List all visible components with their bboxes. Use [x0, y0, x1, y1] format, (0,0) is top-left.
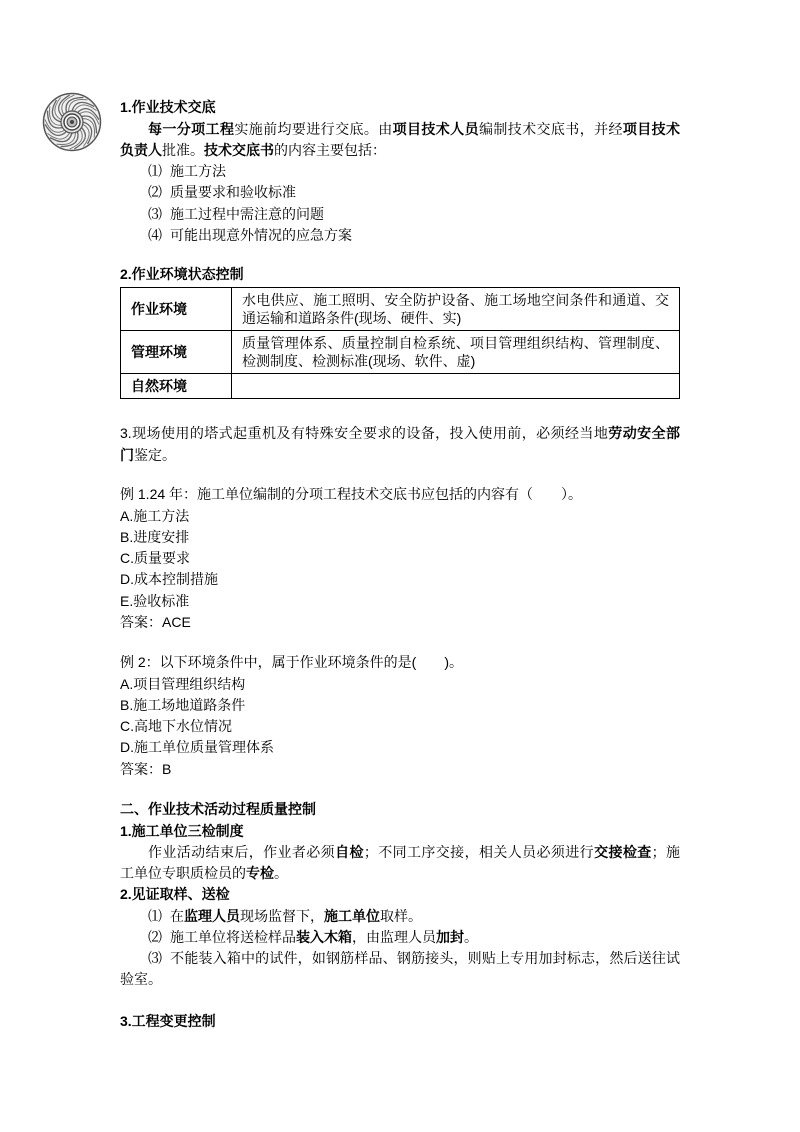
answer-option: A.施工方法 [120, 507, 190, 524]
body-text: 。 [274, 865, 288, 882]
paragraph-line [120, 863, 680, 884]
answer-option: D.成本控制措施 [120, 571, 218, 588]
answer-option: B.进度安排 [120, 528, 190, 545]
body-text: 批准。 [162, 141, 204, 158]
table-row-content [232, 287, 680, 330]
section-heading: 1.作业技术交底 [120, 99, 216, 116]
section-work-environment [120, 264, 680, 399]
paragraph-line [120, 119, 680, 140]
body-text: 的内容主要包括： [274, 141, 386, 158]
list-item [120, 927, 680, 948]
cell-line: 检测制度、检测标准(现场、软件、虚) [242, 352, 476, 369]
body-text: 实施前均要进行交底。由 [234, 120, 393, 137]
environment-table [120, 287, 680, 399]
key-term: 加封 [436, 928, 464, 945]
answer-option: D.施工单位质量管理体系 [120, 739, 274, 756]
subsection-heading: 3.工程变更控制 [120, 1013, 216, 1030]
key-term: 每一分项工程 [148, 120, 235, 137]
paragraph-line [120, 842, 680, 863]
section-change-control [120, 1011, 680, 1032]
cell-line: 水电供应、施工照明、安全防护设备、施工场地空间条件和通道、交 [242, 291, 669, 308]
body-text: ；施 [651, 843, 681, 860]
section-equipment-inspection [120, 423, 680, 466]
key-term: 交接检查 [594, 843, 652, 860]
answer-option: A.项目管理组织结构 [120, 675, 246, 692]
body-text: 现场监督下， [240, 907, 324, 924]
list-item [120, 225, 680, 246]
table-row [121, 373, 680, 398]
answer-key: 答案：ACE [120, 613, 191, 630]
paragraph-line [120, 423, 680, 444]
list-marker: ⑶ [148, 950, 162, 967]
table-row-content [232, 330, 680, 373]
section-heading: 2.作业环境状态控制 [120, 266, 244, 283]
list-marker: ⑴ [148, 907, 162, 924]
body-text: 鉴定。 [134, 446, 176, 463]
list-item [120, 161, 680, 182]
table-row-label: 作业环境 [121, 287, 232, 330]
example-question-2 [120, 652, 680, 780]
list-item-text: 质量要求和验收标准 [170, 184, 296, 201]
answer-option: C.高地下水位情况 [120, 718, 232, 735]
table-row [121, 330, 680, 373]
key-term: 项目技术人员 [392, 120, 479, 137]
list-item-continuation: 验室。 [120, 971, 162, 988]
document-body [120, 97, 680, 1032]
cell-line: 通运输和道路条件(现场、硬件、实) [242, 309, 462, 326]
table-row [121, 287, 680, 330]
list-item-text: 施工过程中需注意的问题 [170, 205, 324, 222]
key-term: 装入木箱 [296, 928, 352, 945]
section-process-quality-control [120, 799, 680, 990]
paragraph-line [120, 445, 680, 466]
body-text: 作业活动结束后，作业者必须 [148, 843, 336, 860]
table-row-content [232, 373, 680, 398]
key-term: 门 [120, 446, 134, 463]
key-term: 监理人员 [184, 907, 240, 924]
section-technical-briefing [120, 97, 680, 246]
subsection-heading: 2.见证取样、送检 [120, 886, 230, 903]
table-row-label: 管理环境 [121, 330, 232, 373]
body-text: 。 [464, 928, 478, 945]
subsection-heading: 1.施工单位三检制度 [120, 822, 244, 839]
key-term: 施工单位 [324, 907, 380, 924]
key-term: 自检 [335, 843, 364, 860]
list-marker: ⑵ [148, 184, 162, 201]
question-text: 例 1.24 年：施工单位编制的分项工程技术交底书应包括的内容有（ ）。 [120, 486, 583, 503]
body-text: ，由监理人员 [352, 928, 436, 945]
list-marker: ⑵ [148, 928, 162, 945]
table-row-label: 自然环境 [121, 373, 232, 398]
list-item-text: 可能出现意外情况的应急方案 [170, 226, 352, 243]
example-question-1 [120, 484, 680, 633]
list-item-text: 施工方法 [170, 163, 226, 180]
list-item [120, 906, 680, 927]
body-text: 取样。 [380, 907, 422, 924]
cell-line: 质量管理体系、质量控制自检系统、项目管理组织结构、管理制度、 [242, 334, 669, 351]
key-term: 专检 [246, 865, 274, 882]
question-text: 例 2：以下环境条件中，属于作业环境条件的是( )。 [120, 654, 463, 671]
list-item [120, 182, 680, 203]
body-text: 在 [170, 907, 184, 924]
answer-option: B.施工场地道路条件 [120, 696, 246, 713]
body-text: 施工单位将送检样品 [170, 928, 296, 945]
body-text: 工单位专职质检员的 [120, 865, 246, 882]
answer-option: C.质量要求 [120, 550, 190, 567]
key-term: 劳动安全部 [608, 425, 680, 442]
answer-key: 答案：B [120, 760, 172, 777]
body-text: 编制技术交底书，并经 [478, 120, 623, 137]
swirl-emblem-icon [42, 92, 102, 152]
body-text: 不能装入箱中的试件，如钢筋样品、钢筋接头，则贴上专用加封标志，然后送往试 [170, 950, 680, 967]
list-item [120, 204, 680, 225]
answer-option: E.验收标准 [120, 592, 190, 609]
key-term: 技术交底书 [204, 141, 274, 158]
section-heading: 二、作业技术活动过程质量控制 [120, 801, 316, 818]
list-marker: ⑴ [148, 163, 162, 180]
list-marker: ⑶ [148, 205, 162, 222]
body-text: ；不同工序交接，相关人员必须进行 [363, 843, 595, 860]
paragraph-line [120, 140, 680, 161]
key-term: 项目技术 [622, 120, 681, 137]
list-marker: ⑷ [148, 226, 162, 243]
body-text: 3.现场使用的塔式起重机及有特殊安全要求的设备，投入使用前，必须经当地 [120, 425, 609, 442]
key-term: 负责人 [120, 141, 162, 158]
list-item [120, 948, 680, 969]
